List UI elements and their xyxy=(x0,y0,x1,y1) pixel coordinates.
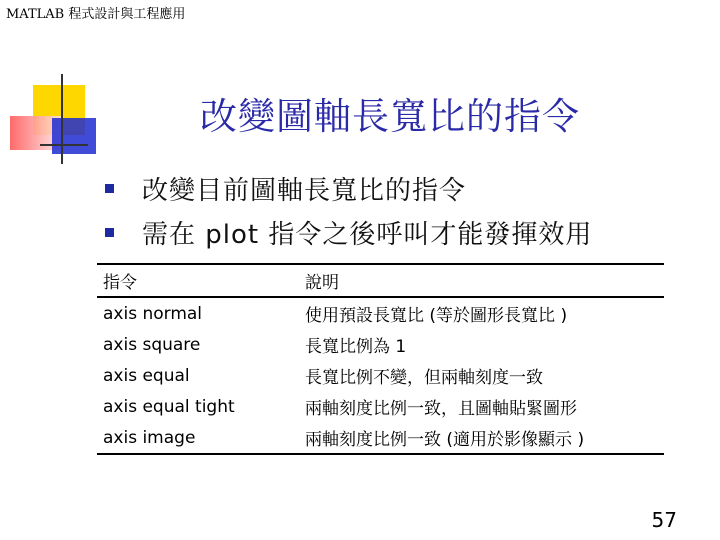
blue-block xyxy=(52,118,96,154)
vertical-line xyxy=(61,74,63,164)
command-cell: axis square xyxy=(103,334,201,355)
description-cell: 使用預設長寬比 (等於圖形長寬比 ) xyxy=(305,306,568,326)
header-command: 指令 xyxy=(103,273,137,293)
page-number: 57 xyxy=(651,508,677,532)
bullet-list xyxy=(105,166,592,254)
command-cell: axis equal tight xyxy=(103,396,235,417)
description-cell: 兩軸刻度比例一致，且圖軸貼緊圖形 xyxy=(305,399,577,419)
table-row xyxy=(97,360,664,391)
bullet-text: 需在 plot 指令之後呼叫才能發揮效用 xyxy=(142,219,593,250)
description-cell: 長寬比例為 1 xyxy=(305,337,407,357)
horizontal-line xyxy=(40,144,88,146)
bullet-square-icon xyxy=(105,184,114,193)
header-description: 說明 xyxy=(305,273,339,293)
command-table xyxy=(97,263,664,455)
slide-header: MATLAB 程式設計與工程應用 xyxy=(6,7,186,22)
command-cell: axis equal xyxy=(103,365,190,386)
bullet-item xyxy=(105,210,592,254)
slide-title: 改變圖軸長寬比的指令 xyxy=(200,95,580,138)
table-row xyxy=(97,422,664,454)
description-cell: 兩軸刻度比例一致 (適用於影像顯示 ) xyxy=(305,430,585,450)
table-row xyxy=(97,391,664,422)
description-cell: 長寬比例不變，但兩軸刻度一致 xyxy=(305,368,543,388)
bullet-text: 改變目前圖軸長寬比的指令 xyxy=(142,175,467,206)
command-cell: axis normal xyxy=(103,303,203,324)
bullet-square-icon xyxy=(105,228,114,237)
table-row xyxy=(97,329,664,360)
table-row xyxy=(97,297,664,329)
command-cell: axis image xyxy=(103,427,196,448)
table-header-row xyxy=(97,264,664,297)
bullet-item xyxy=(105,166,592,210)
